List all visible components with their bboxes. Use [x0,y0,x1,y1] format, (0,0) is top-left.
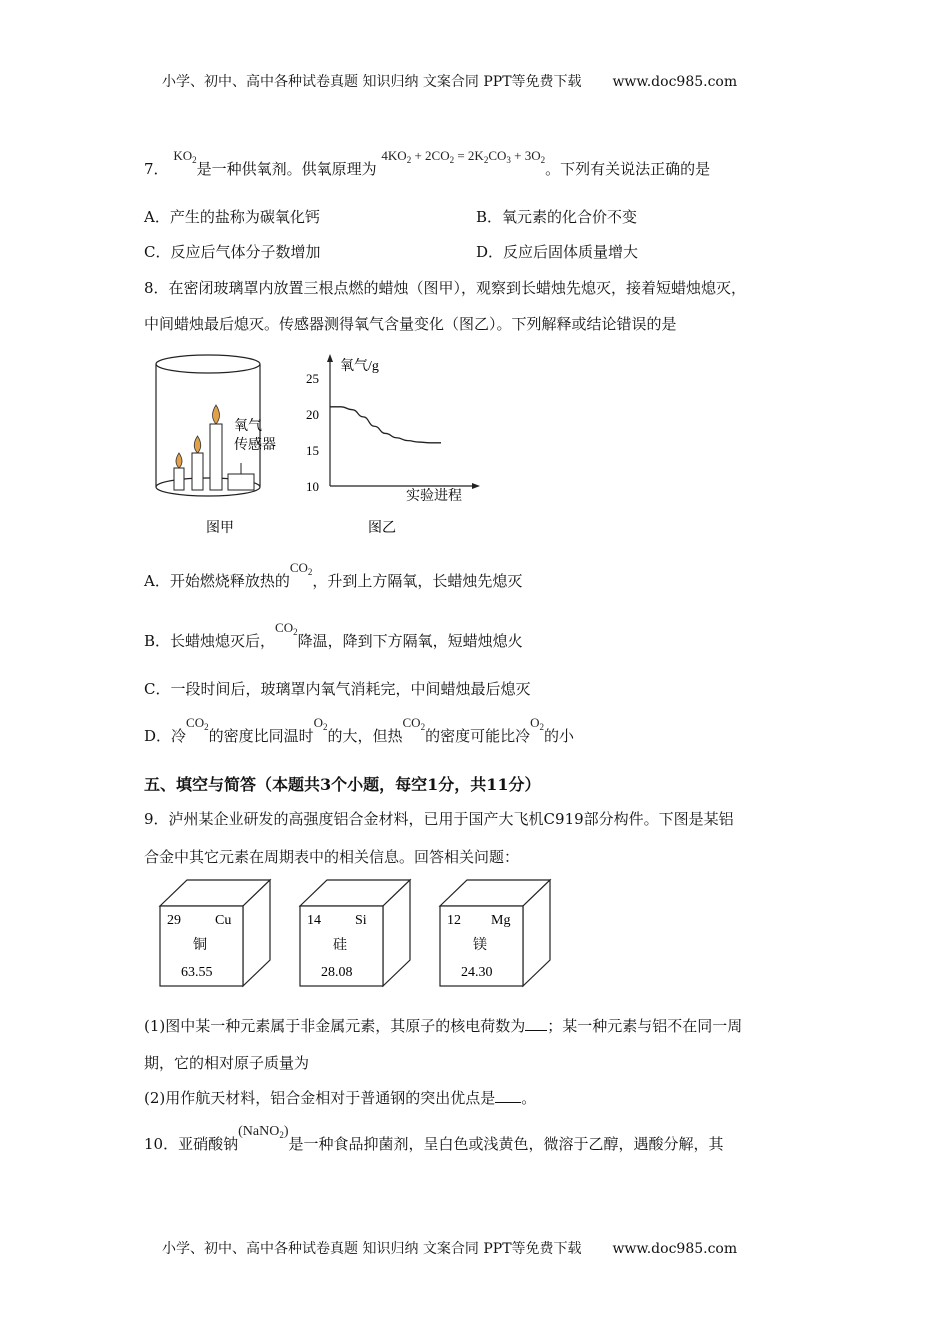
formula-o2: $O_2$ [313,715,328,732]
flame-icon [194,436,201,453]
y-axis-label: 氧气/g [340,359,379,374]
element-symbol: Si [355,913,367,928]
answer-blank[interactable] [495,1101,521,1103]
figure-yi-chart [296,350,486,540]
formula-nano2: (NaNO$_2$) [238,1124,289,1140]
footer-site[interactable]: www.doc985.com [612,1241,738,1257]
y-tick-label: 25 [306,371,319,386]
q8-option-b: B．长蜡烛熄灭后，$CO_2$降温，降到下方隔氧，短蜡烛熄火 [144,620,523,650]
formula-co2: $CO_2$ [289,560,313,577]
caption-yi: 图乙 [368,521,396,536]
atomic-mass: 24.30 [461,965,493,980]
figure-jia [148,350,288,540]
q8-option-a: A．开始燃烧释放热的$CO_2$，升到上方隔氧，长蜡烛先熄灭 [144,560,523,590]
caption-jia: 图甲 [206,521,234,536]
atomic-number: 29 [167,913,181,928]
element-name: 镁 [473,938,487,953]
formula-ko2: $KO_2$ [173,148,197,165]
q8-stem-line2: 中间蜡烛最后熄灭。传感器测得氧气含量变化（图乙）。下列解释或结论错误的是 [144,315,677,333]
element-card-mg [435,876,555,991]
q7-option-d: D．反应后固体质量增大 [476,243,639,261]
element-name: 硅 [333,938,347,953]
page-footer: 小学、初中、高中各种试卷真题 知识归纳 文案合同 PPT等免费下载 www.doc985.com [162,1241,738,1257]
element-name: 铜 [193,938,207,953]
q10-stem: 10．亚硝酸钠(NaNO$_2$)是一种食品抑菌剂，呈白色或浅黄色，微溶于乙醇，遇酸分解，其 [144,1124,724,1153]
q9-part1-line2: 期，它的相对原子质量为 [144,1054,310,1072]
element-symbol: Cu [215,913,232,928]
middle-candle [192,453,203,490]
formula-co2: $CO_2$ [402,715,426,732]
q8-option-c: C．一段时间后，玻璃罩内氧气消耗完，中间蜡烛最后熄灭 [144,680,531,698]
long-candle [210,424,222,490]
q8-stem-line1: 8．在密闭玻璃罩内放置三根点燃的蜡烛（图甲），观察到长蜡烛先熄灭，接着短蜡烛熄灭， [144,279,747,297]
section-5-title: 五、填空与简答（本题共3个小题，每空1分，共11分） [144,775,541,794]
reaction-equation: $4KO_2 + 2CO_2 = 2K_2CO_3 + 3O_2$ [381,148,546,165]
flame-icon [176,453,182,468]
q7-stem: 7． $KO_2$是一种供氧剂。供氧原理为 $4KO_2 + 2CO_2 = 2K_2CO_3 + 3O_2$。下列有关说法正确的是 [144,148,711,178]
answer-blank[interactable] [525,1029,547,1031]
q9-part2: (2)用作航天材料，铝合金相对于普通钢的突出优点是 。 [144,1089,537,1107]
y-tick-label: 10 [306,479,319,494]
formula-co2: $CO_2$ [275,620,298,637]
oxygen-sensor [228,474,254,490]
q8-option-d: D．冷$CO_2$的密度比同温时$O_2$的大，但热$CO_2$的密度可能比冷$O_2$的小 [144,715,574,745]
formula-co2: $CO_2$ [186,715,209,732]
atomic-mass: 28.08 [321,965,353,980]
x-axis-label: 实验进程 [406,489,462,504]
flame-icon [213,405,220,424]
bell-jar-top [156,355,260,373]
header-site[interactable]: www.doc985.com [612,74,738,90]
formula-o2: $O_2$ [530,715,544,732]
q7-option-a: A．产生的盐称为碳氧化钙 [144,208,320,226]
q9-stem-line2: 合金中其它元素在周期表中的相关信息。回答相关问题： [144,848,520,866]
q7-option-c: C．反应后气体分子数增加 [144,243,321,261]
atomic-mass: 63.55 [181,965,213,980]
q9-stem-line1: 9．泸州某企业研发的高强度铝合金材料，已用于国产大飞机C919部分构件。下图是某铝 [144,810,734,828]
element-card-si [295,876,415,991]
sensor-label-2: 传感器 [234,438,276,453]
element-symbol: Mg [491,913,511,928]
q7-option-b: B．氧元素的化合价不变 [476,208,638,226]
y-tick-label: 20 [306,407,319,422]
short-candle [174,468,184,490]
atomic-number: 12 [447,913,461,928]
element-card-cu [155,876,275,991]
y-tick-label: 15 [306,443,319,458]
page-header: 小学、初中、高中各种试卷真题 知识归纳 文案合同 PPT等免费下载 www.doc985.com [162,74,738,90]
sensor-label-1: 氧气 [234,419,262,434]
atomic-number: 14 [307,913,321,928]
series-line-oxygen [330,407,441,443]
q9-part1-line1: (1)图中某一种元素属于非金属元素，其原子的核电荷数为 ；某一种元素与铝不在同一周 [144,1017,743,1035]
